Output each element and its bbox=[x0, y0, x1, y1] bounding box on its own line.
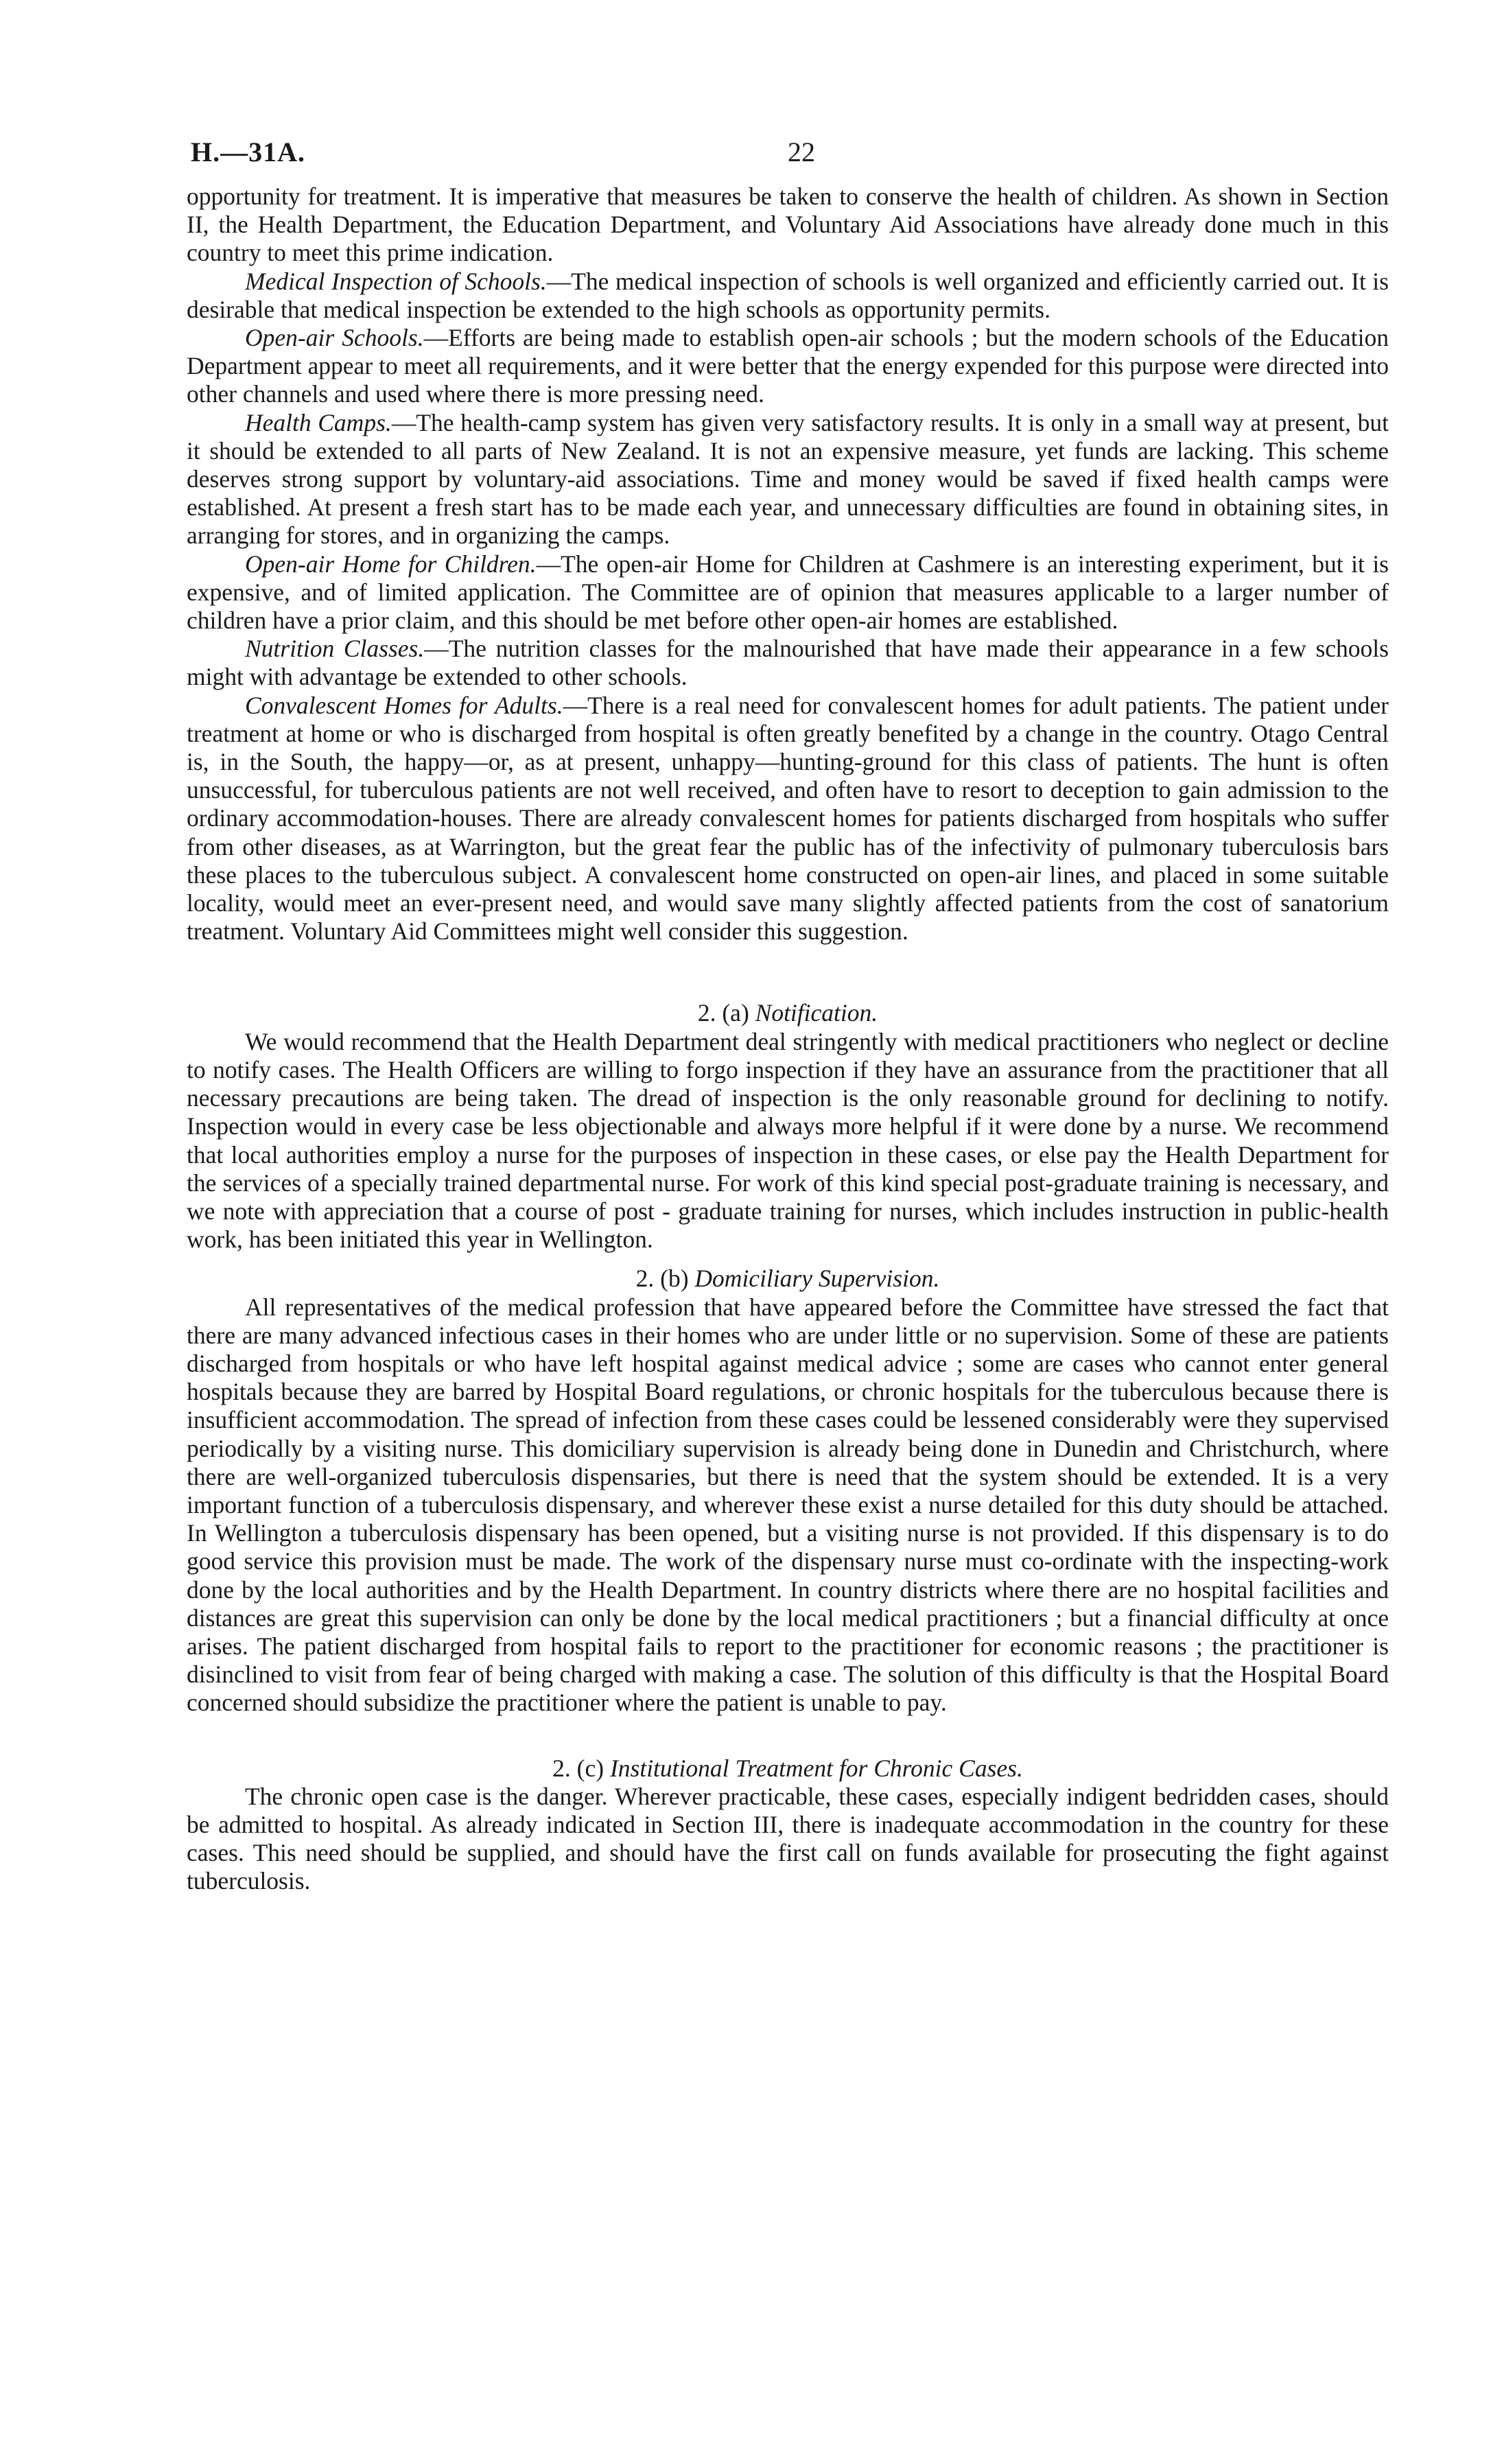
paragraph-lead: Convalescent Homes for Adults. bbox=[245, 691, 563, 719]
section-heading-domiciliary bbox=[187, 1265, 1389, 1293]
page-header bbox=[187, 130, 1389, 178]
paragraph-text: —The open-air Home for Children at Cashmere is an interesting experiment, but it is expensive, and of limited application. The Committee are of opinion that measures applicable to a larger number of children have a prior claim, and this should be met before other open-air homes are established. bbox=[187, 550, 1389, 635]
paragraph-open-air-home bbox=[187, 550, 1389, 635]
section-title: Domiciliary Supervision. bbox=[694, 1265, 940, 1293]
paragraph-text: —Efforts are being made to establish open-air schools ; but the modern schools of the Education Department appear to meet all requirements, and it were better that the energy expended for this purpose were directed into other channels and used where there is more pressing need. bbox=[187, 324, 1389, 408]
spacer bbox=[187, 1717, 1389, 1755]
document-id: H.—31A. bbox=[191, 137, 305, 167]
paragraph-lead: Medical Inspection of Schools. bbox=[245, 267, 547, 295]
paragraph-convalescent-homes bbox=[187, 692, 1389, 946]
document-page bbox=[187, 130, 1389, 1896]
page-number: 22 bbox=[788, 137, 815, 167]
section-number: 2. (b) bbox=[635, 1265, 689, 1293]
intro-paragraph: opportunity for treatment. It is imperative that measures be taken to conserve the health of children. As shown in Section II, the Health Department, the Education Department, and Voluntary Aid Associations have already done much in this country to meet this prime indication. bbox=[187, 183, 1389, 267]
paragraph-nutrition-classes bbox=[187, 635, 1389, 691]
paragraph-lead: Open-air Schools. bbox=[245, 324, 424, 352]
section-title: Notification. bbox=[755, 999, 878, 1027]
section-number: 2. (c) bbox=[552, 1754, 604, 1782]
paragraph-text: —The nutrition classes for the malnourished that have made their appearance in a few schools might with advantage be extended to other schools. bbox=[187, 635, 1389, 691]
page-content bbox=[187, 183, 1389, 1896]
section-title: Institutional Treatment for Chronic Cases. bbox=[609, 1754, 1023, 1782]
paragraph-medical-inspection bbox=[187, 268, 1389, 324]
paragraph-text: —The health-camp system has given very satisfactory results. It is only in a small way at present, but it should be extended to all parts of New Zealand. It is not an expensive measure, yet funds are lacking. This scheme deserves strong support by voluntary-aid associations. Time and money would be saved if fixed health camps were established. At present a fresh start has to be made each year, and unnecessary difficulties are found in obtaining sites, in arranging for stores, and in organizing the camps. bbox=[187, 408, 1389, 550]
paragraph-lead: Health Camps. bbox=[245, 408, 392, 436]
section-body-institutional: The chronic open case is the danger. Wherever practicable, these cases, especially indigent bedridden cases, should be admitted to hospital. As already indicated in Section III, there is inadequate accommodation in the country for these cases. This need should be supplied, and should have the first call on funds available for prosecuting the fight against tuberculosis. bbox=[187, 1782, 1389, 1895]
paragraph-lead: Open-air Home for Children. bbox=[245, 550, 537, 578]
section-number: 2. (a) bbox=[697, 999, 749, 1027]
paragraph-text: —The medical inspection of schools is well organized and efficiently carried out. It is desirable that medical inspection be extended to the high schools as opportunity permits. bbox=[187, 267, 1389, 323]
section-heading-notification bbox=[187, 999, 1389, 1027]
section-heading-institutional bbox=[187, 1755, 1389, 1783]
section-body-domiciliary: All representatives of the medical profession that have appeared before the Committee have stressed the fact that there are many advanced infectious cases in their homes who are under little or no supervision. Some of these are patients discharged from hospitals or who have left hospital against medical advice ; some are cases who cannot enter general hospitals because they are barred by Hospital Board regulations, or chronic hospitals for the tuberculous because there is insufficient accommodation. The spread of infection from these cases could be lessened considerably were they supervised periodically by a visiting nurse. This domiciliary supervision is already being done in Dunedin and Christchurch, where there are well-organized tuberculosis dispensaries, but there is need that the system should be extended. It is a very important function of a tuberculosis dispensary, and wherever these exist a nurse detailed for this duty should be attached. In Wellington a tuberculosis dispensary has been opened, but a visiting nurse is not provided. If this dispensary is to do good service this provision must be made. The work of the dispensary nurse must co-ordinate with the inspecting-work done by the local authorities and by the Health Department. In country districts where there are no hospital facilities and distances are great this supervision can only be done by the local medical practitioners ; but a financial difficulty at once arises. The patient discharged from hospital fails to report to the practitioner for economic reasons ; the practitioner is disinclined to visit from fear of being charged with making a case. The solution of this difficulty is that the Hospital Board concerned should subsidize the practitioner where the patient is unable to pay. bbox=[187, 1293, 1389, 1717]
section-body-notification: We would recommend that the Health Department deal stringently with medical practitioners who neglect or decline to notify cases. The Health Officers are willing to forgo inspection if they have an assurance from the practitioner that all necessary precautions are being taken. The dread of inspection is the only reasonable ground for declining to notify. Inspection would in every case be less objectionable and always more helpful if it were done by a nurse. We recommend that local authorities employ a nurse for the purposes of inspection in these cases, or else pay the Health Department for the services of a specially trained departmental nurse. For work of this kind special post-graduate training is necessary, and we note with appreciation that a course of post - graduate training for nurses, which includes instruction in public-health work, has been initiated this year in Wellington. bbox=[187, 1027, 1389, 1254]
paragraph-open-air-schools bbox=[187, 324, 1389, 409]
paragraph-health-camps bbox=[187, 409, 1389, 550]
paragraph-text: —There is a real need for convalescent homes for adult patients. The patient under treatment at home or who is discharged from hospital is often greatly benefited by a change in the country. Otago Central is, in the South, the happy—or, as at present, unhappy—hunting-ground for this class of patients. The hunt is often unsuccessful, for tuberculous patients are not well received, and often have to resort to deception to gain admission to the ordinary accommodation-houses. There are already convalescent homes for patients discharged from hospitals who suffer from other diseases, as at Warrington, but the great fear the public has of the infectivity of pulmonary tuberculosis bars these places to the tuberculous subject. A convalescent home constructed on open-air lines, and placed in some suitable locality, would meet an ever-present need, and would save many slightly affected patients from the cost of sanatorium treatment. Voluntary Aid Committees might well consider this suggestion. bbox=[187, 691, 1389, 946]
spacer bbox=[187, 946, 1389, 999]
paragraph-lead: Nutrition Classes. bbox=[245, 635, 425, 663]
spacer bbox=[187, 1254, 1389, 1265]
